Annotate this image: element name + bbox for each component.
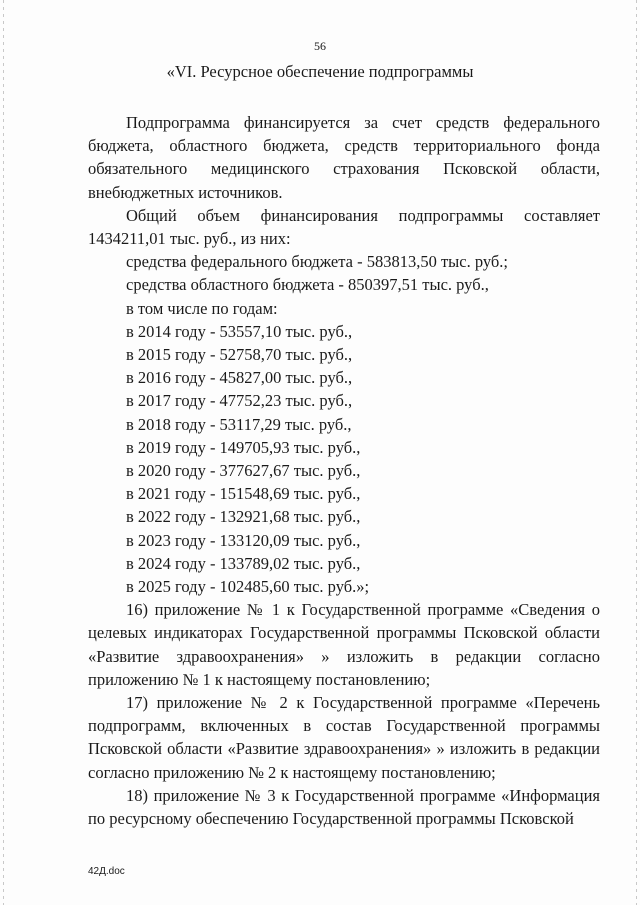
by-years-intro: в том числе по годам: <box>126 298 278 318</box>
page-number: 56 <box>314 39 326 53</box>
year-item: в 2019 году - 149705,93 тыс. руб., <box>126 437 361 457</box>
amendment-item-16: 16) приложение № 1 к Государственной программе «Сведения о целевых индикаторах Государственной программы Псковской области «Развитие здравоохранения» » изложить в редакции согласно приложению № 1 к настоящему постановлению; <box>88 600 600 689</box>
financing-paragraph: Подпрограмма финансируется за счет средств федерального бюджета, областного бюджета, средств территориального фонда обязательного медицинского страхования Псковской области, внебюджетных источников. <box>88 113 600 202</box>
year-item: в 2023 году - 133120,09 тыс. руб., <box>126 530 361 550</box>
footer-file-name: 42Д.doc <box>88 866 125 877</box>
scan-edge-right <box>636 0 637 905</box>
scan-edge-left <box>3 0 4 905</box>
year-item: в 2020 году - 377627,67 тыс. руб., <box>126 461 361 481</box>
document-body <box>88 111 600 830</box>
year-item: в 2021 году - 151548,69 тыс. руб., <box>126 484 361 504</box>
year-item: в 2016 году - 45827,00 тыс. руб., <box>126 368 353 388</box>
year-item: в 2015 году - 52758,70 тыс. руб., <box>126 345 353 365</box>
year-item: в 2022 году - 132921,68 тыс. руб., <box>126 507 361 527</box>
amendment-item-17: 17) приложение № 2 к Государственной программе «Перечень подпрограмм, включенных в состав Государственной программы Псковской области «Развитие здравоохранения» » изложить в редакции согласно приложению № 2 к настоящему постановлению; <box>88 693 600 782</box>
year-item: в 2014 году - 53557,10 тыс. руб., <box>126 321 353 341</box>
amendment-item-18: 18) приложение № 3 к Государственной программе «Информация по ресурсному обеспечению Государственной программы Псковской <box>88 785 600 829</box>
year-item: в 2017 году - 47752,23 тыс. руб., <box>126 391 353 411</box>
funding-sources <box>88 250 600 320</box>
regional-budget-line: средства областного бюджета - 850397,51 тыс. руб., <box>126 275 489 295</box>
year-item: в 2025 году - 102485,60 тыс. руб.»; <box>126 577 370 597</box>
year-item: в 2024 году - 133789,02 тыс. руб., <box>126 553 361 573</box>
yearly-funding-list <box>88 320 600 598</box>
total-financing-paragraph: Общий объем финансирования подпрограммы составляет 1434211,01 тыс. руб., из них: <box>88 205 600 249</box>
section-heading: «VI. Ресурсное обеспечение подпрограммы <box>166 62 474 81</box>
year-item: в 2018 году - 53117,29 тыс. руб., <box>126 414 352 434</box>
federal-budget-line: средства федерального бюджета - 583813,50 тыс. руб.; <box>126 252 508 272</box>
